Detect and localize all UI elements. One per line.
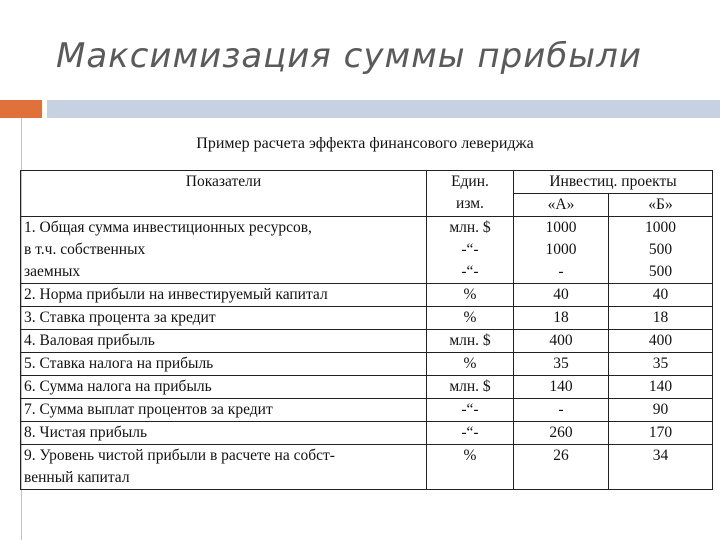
project-a-cell-line: 18 (553, 309, 569, 326)
project-a-cell (514, 307, 609, 330)
unit-cell (427, 330, 514, 353)
indicator-cell-line: 3. Ставка процента за кредит (24, 309, 216, 326)
project-b-cell (609, 217, 713, 284)
header-unit-line: изм. (456, 195, 484, 212)
indicator-cell-line: 2. Норма прибыли на инвестируемый капитал (24, 286, 328, 303)
project-b-cell (609, 284, 713, 307)
unit-cell-line: млн. $ (449, 332, 491, 349)
unit-cell-line: -“- (461, 241, 479, 258)
header-project-b: «Б» (609, 194, 713, 217)
project-b-cell-line: 18 (652, 309, 669, 326)
orange-accent-square (0, 100, 42, 118)
indicator-cell-line: 6. Сумма налога на прибыль (24, 378, 212, 395)
unit-cell-line: % (463, 286, 477, 303)
table-row (21, 284, 713, 307)
unit-cell-line: млн. $ (449, 219, 491, 236)
indicator-cell (21, 422, 427, 445)
slide-title: Максимизация суммы прибыли (56, 36, 642, 76)
indicator-cell-line: 7. Сумма выплат процентов за кредит (24, 401, 273, 418)
project-b-cell-line: 400 (648, 332, 673, 349)
table-row (21, 330, 713, 353)
table-row (21, 307, 713, 330)
project-b-cell-line: 35 (652, 355, 669, 372)
indicator-cell (21, 330, 427, 353)
unit-cell (427, 445, 514, 490)
unit-cell (427, 422, 514, 445)
table-body (21, 217, 713, 490)
project-a-cell (514, 284, 609, 307)
project-b-cell (609, 422, 713, 445)
project-a-cell (514, 422, 609, 445)
header-project-a: «А» (514, 194, 609, 217)
indicator-cell (21, 445, 427, 490)
project-b-cell (609, 376, 713, 399)
project-b-cell-line: 1000 (645, 219, 676, 236)
leverage-table (20, 170, 713, 490)
project-b-cell (609, 399, 713, 422)
project-b-cell-line: 140 (648, 378, 673, 395)
unit-cell (427, 284, 514, 307)
blue-divider-bar (47, 100, 720, 118)
project-a-cell (514, 353, 609, 376)
project-b-cell-line: 40 (652, 286, 669, 303)
indicator-cell (21, 399, 427, 422)
indicator-cell-line: 9. Уровень чистой прибыли в расчете на собст- (24, 447, 335, 464)
header-projects: Инвестиц. проекты (514, 171, 713, 194)
project-b-cell-line: 34 (652, 447, 669, 464)
project-a-cell (514, 376, 609, 399)
unit-cell (427, 307, 514, 330)
header-unit-line: Един. (451, 173, 489, 190)
table-row (21, 445, 713, 490)
project-a-cell-line: 26 (553, 447, 569, 464)
project-b-cell-line: 170 (648, 424, 673, 441)
project-a-cell-line: - (558, 263, 564, 280)
table-row (21, 217, 713, 284)
unit-cell (427, 353, 514, 376)
table-header-row (21, 171, 713, 194)
table-row (21, 376, 713, 399)
indicator-cell (21, 353, 427, 376)
project-a-cell (514, 330, 609, 353)
indicator-cell-line: 8. Чистая прибыль (24, 424, 148, 441)
project-a-cell-line: 400 (549, 332, 573, 349)
indicator-cell-line: в т.ч. собственных (24, 241, 146, 258)
unit-cell (427, 217, 514, 284)
project-a-cell-line: 1000 (545, 219, 577, 236)
table-row (21, 422, 713, 445)
project-b-cell (609, 330, 713, 353)
indicator-cell-line: 1. Общая сумма инвестиционных ресурсов, (24, 219, 312, 236)
indicator-cell-line: 5. Ставка налога на прибыль (24, 355, 214, 372)
project-b-cell (609, 307, 713, 330)
unit-cell-line: % (463, 309, 477, 326)
project-a-cell-line: 1000 (545, 241, 577, 258)
project-a-cell-line: 140 (549, 378, 573, 395)
project-a-cell-line: 40 (553, 286, 569, 303)
indicator-cell (21, 284, 427, 307)
table-caption: Пример расчета эффекта финансового левериджа (196, 135, 534, 152)
project-b-cell-line: 90 (652, 401, 669, 418)
indicator-cell-line: венный капитал (24, 469, 130, 486)
project-b-cell-line: 500 (648, 241, 673, 258)
unit-cell-line: -“- (461, 424, 479, 441)
header-unit (427, 171, 514, 217)
table-row (21, 353, 713, 376)
project-b-cell (609, 445, 713, 490)
project-a-cell-line: 35 (553, 355, 569, 372)
unit-cell-line: -“- (461, 401, 479, 418)
project-b-cell-line: 500 (648, 263, 673, 280)
indicator-cell (21, 217, 427, 284)
indicator-cell-line: 4. Валовая прибыль (24, 332, 155, 349)
project-a-cell-line: 260 (549, 424, 573, 441)
unit-cell (427, 376, 514, 399)
unit-cell-line: млн. $ (449, 378, 491, 395)
unit-cell-line: % (463, 355, 477, 372)
project-a-cell (514, 399, 609, 422)
header-indicators: Показатели (21, 171, 427, 217)
indicator-cell (21, 307, 427, 330)
unit-cell (427, 399, 514, 422)
project-a-cell (514, 445, 609, 490)
project-a-cell-line: - (558, 401, 564, 418)
unit-cell-line: -“- (461, 263, 479, 280)
project-a-cell (514, 217, 609, 284)
indicator-cell (21, 376, 427, 399)
unit-cell-line: % (463, 447, 477, 464)
indicator-cell-line: заемных (24, 263, 81, 280)
project-b-cell (609, 353, 713, 376)
table-row (21, 399, 713, 422)
